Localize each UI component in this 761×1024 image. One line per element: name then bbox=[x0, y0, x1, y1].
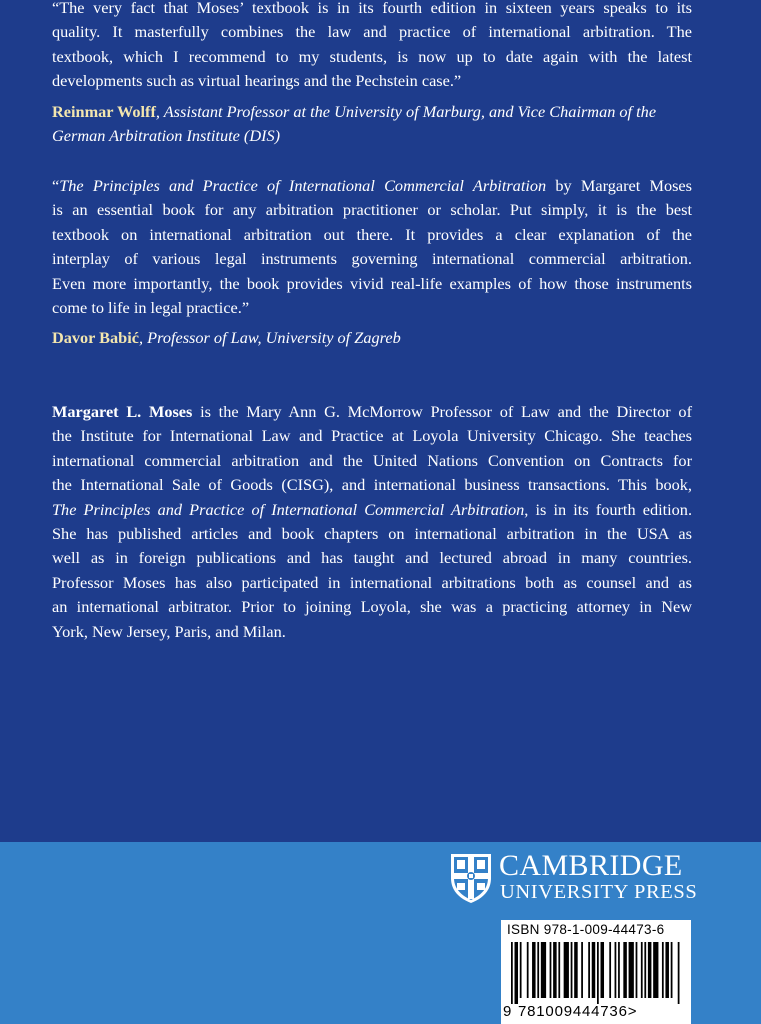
bio-text: , is in its fourth edition. bbox=[524, 499, 693, 519]
barcode-bar bbox=[511, 942, 513, 1004]
book-title: The Principles and Practice of International Commercial Arbitration bbox=[59, 176, 547, 195]
quote-wolff bbox=[52, 0, 692, 94]
barcode-bar bbox=[553, 942, 557, 998]
barcode-end-mark: > bbox=[627, 1003, 638, 1020]
barcode-digits bbox=[501, 1002, 691, 1024]
bio-line: well as in foreign publications and has taught and lectured abroad in many countries. bbox=[52, 548, 692, 568]
author-role: , Assistant Professor at the University of Marburg, and Vice Chairman of the bbox=[155, 102, 657, 121]
barcode-bar bbox=[623, 942, 627, 998]
quote-line: textbook, which I recommend to my students, is now up to date again with the latest bbox=[52, 46, 692, 66]
barcode-bar bbox=[588, 942, 590, 998]
barcode-bars bbox=[511, 942, 683, 1004]
barcode-bar bbox=[629, 942, 634, 998]
barcode-bar bbox=[571, 942, 573, 998]
quote-text: by Margaret Moses bbox=[546, 176, 692, 195]
quote-line: is an essential book for any arbitration practitioner or scholar. Put simply, it is the best bbox=[52, 200, 692, 220]
barcode-bar bbox=[644, 942, 646, 998]
barcode-bar bbox=[581, 942, 583, 998]
barcode-lead-digit: 9 bbox=[503, 1003, 512, 1020]
author-bio bbox=[52, 400, 692, 644]
barcode-bar bbox=[564, 942, 569, 998]
barcode-bar bbox=[574, 942, 578, 998]
isbn-barcode bbox=[501, 920, 691, 1024]
attribution-babic bbox=[52, 326, 712, 350]
attribution-wolff bbox=[52, 100, 712, 148]
bio-line: an international arbitrator. Prior to joining Loyola, she was a practicing attorney in New bbox=[52, 597, 692, 617]
bio-line bbox=[52, 400, 692, 424]
quote-line: textbook on international arbitration out there. It provides a clear explanation of the bbox=[52, 224, 692, 244]
bio-line: Professor Moses has also participated in international arbitrations both as counsel and as bbox=[52, 572, 692, 592]
quote-line: interplay of various legal instruments governing international commercial arbitration. bbox=[52, 249, 692, 269]
bio-line bbox=[52, 498, 692, 522]
quote-line: developments such as virtual hearings and the Pechstein case.” bbox=[52, 71, 462, 91]
author-role: , Professor of Law, University of Zagreb bbox=[139, 328, 401, 347]
barcode-bar bbox=[558, 942, 560, 998]
barcode-bar bbox=[592, 942, 596, 998]
bio-line: She has published articles and book chapters on international arbitration in the USA as bbox=[52, 524, 692, 544]
barcode-number bbox=[518, 1003, 637, 1020]
author-name: Davor Babić bbox=[52, 328, 139, 347]
quote-line: come to life in legal practice.” bbox=[52, 298, 250, 318]
barcode-bar bbox=[532, 942, 536, 998]
barcode-bar bbox=[615, 942, 617, 998]
quote-line bbox=[52, 174, 692, 198]
bio-line: international commercial arbitration and the United Nations Convention on Contracts for bbox=[52, 450, 692, 470]
barcode-bar bbox=[527, 942, 529, 998]
barcode-bar bbox=[665, 942, 669, 998]
barcode-bar bbox=[653, 942, 658, 998]
cambridge-logo bbox=[449, 849, 698, 904]
barcode-bar bbox=[541, 942, 546, 998]
author-role: German Arbitration Institute (DIS) bbox=[52, 126, 281, 145]
publisher-name: CAMBRIDGE bbox=[499, 849, 683, 882]
barcode-bar bbox=[515, 942, 519, 1004]
quote-mark: “ bbox=[52, 176, 60, 195]
barcode-bar bbox=[641, 942, 643, 998]
barcode-bar bbox=[550, 942, 552, 998]
barcode-bar bbox=[662, 942, 664, 998]
barcode-bar bbox=[648, 942, 652, 998]
barcode-bar bbox=[609, 942, 611, 998]
barcode-bar bbox=[636, 942, 638, 998]
barcode-bar bbox=[520, 942, 522, 998]
barcode-bar bbox=[671, 942, 673, 998]
publisher-subtitle: UNIVERSITY PRESS bbox=[500, 881, 698, 903]
book-title: The Principles and Practice of International Commercial Arbitration bbox=[52, 499, 525, 519]
bio-line: York, New Jersey, Paris, and Milan. bbox=[52, 621, 286, 641]
author-name: Reinmar Wolff bbox=[52, 102, 156, 121]
quote-babic bbox=[52, 174, 692, 320]
cambridge-shield-icon bbox=[449, 852, 493, 904]
barcode-digits-text: 781009444736 bbox=[518, 1003, 628, 1020]
bio-text: is the Mary Ann G. McMorrow Professor of Law and the Director of bbox=[192, 402, 692, 421]
barcode-bar bbox=[678, 942, 680, 1004]
bio-name: Margaret L. Moses bbox=[52, 402, 193, 421]
quote-line: “The very fact that Moses’ textbook is in its fourth edition in sixteen years speaks to its bbox=[52, 0, 692, 17]
quote-line: Even more importantly, the book provides vivid real-life examples of how those instruments bbox=[52, 273, 692, 293]
bio-line: the International Sale of Goods (CISG), and international business transactions. This book, bbox=[52, 475, 692, 495]
barcode-bar bbox=[537, 942, 539, 998]
bio-line: the Institute for International Law and Practice at Loyola University Chicago. She teaches bbox=[52, 426, 692, 446]
isbn-label: ISBN 978-1-009-44473-6 bbox=[507, 922, 665, 937]
barcode-bar bbox=[601, 942, 605, 998]
barcode-bar bbox=[618, 942, 620, 998]
barcode-bar bbox=[597, 942, 599, 1004]
quote-line: quality. It masterfully combines the law and practice of international arbitration. The bbox=[52, 22, 692, 42]
